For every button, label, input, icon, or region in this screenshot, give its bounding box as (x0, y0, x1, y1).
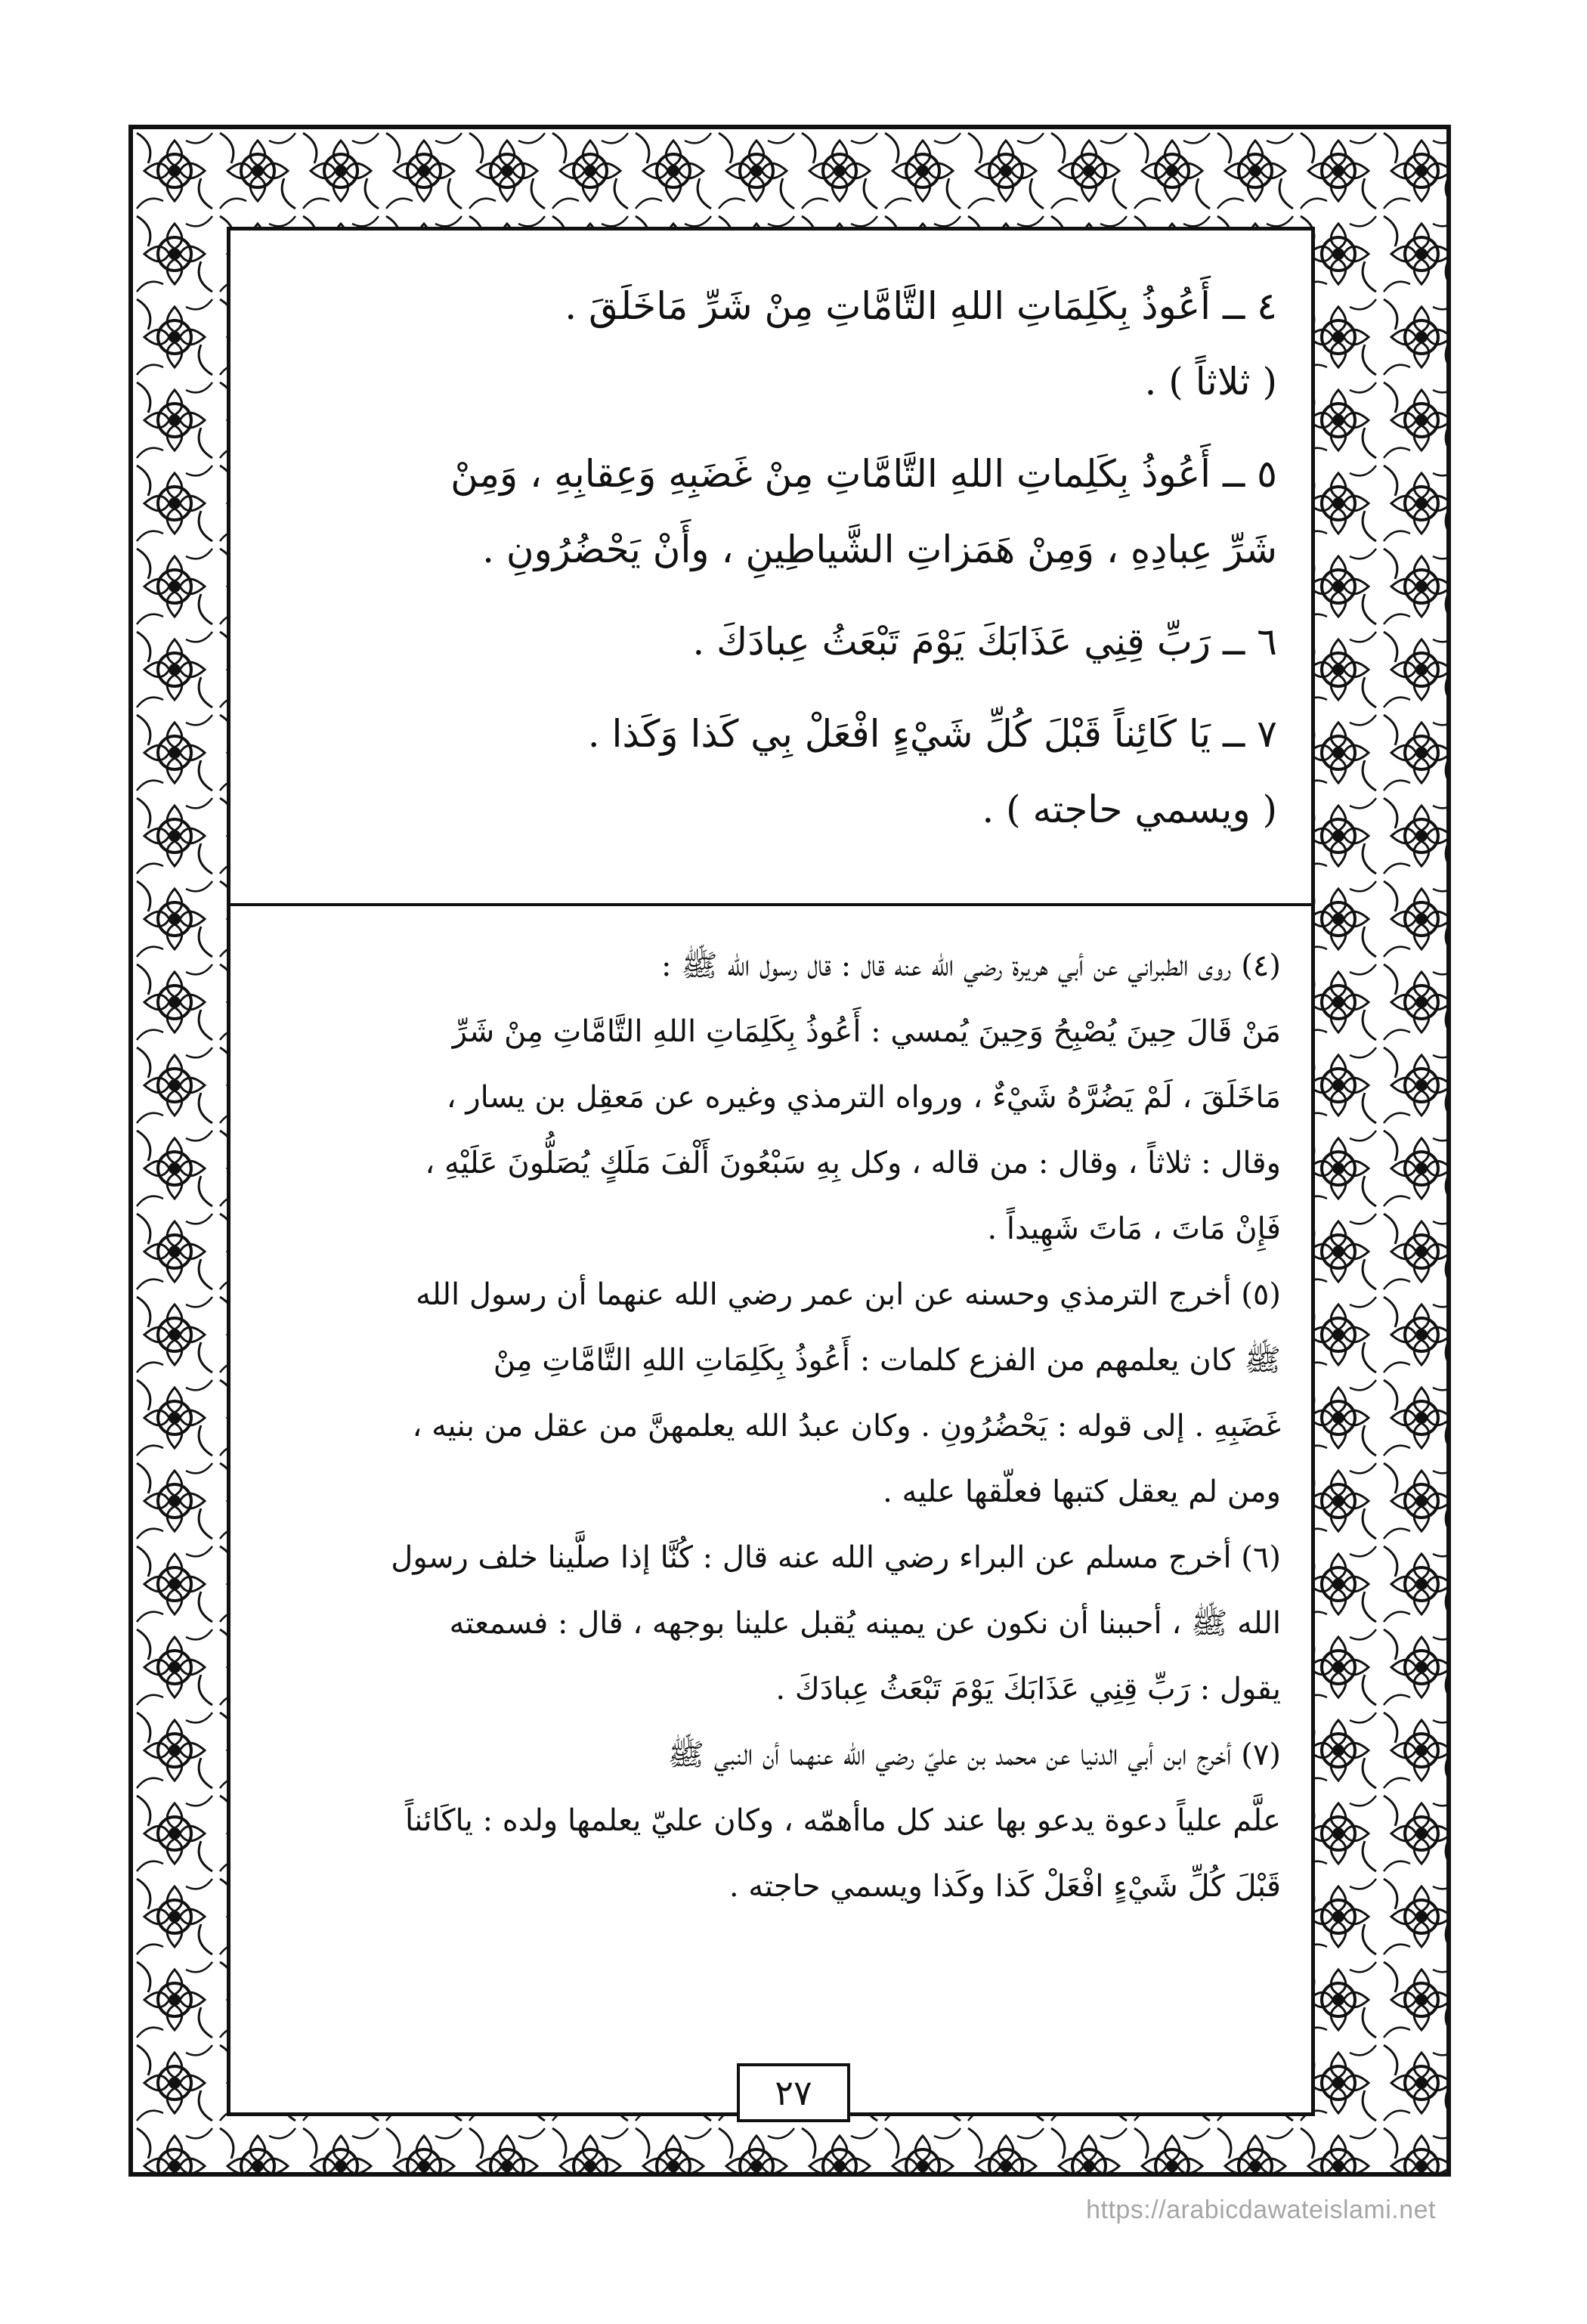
footnote-line: وقال : ثلاثاً ، وقال : من قاله ، وكل بِهِ سَبْعُونَ أَلْفَ مَلَكٍ يُصَلُّونَ عَلَيْهِ ، (425, 1146, 1281, 1181)
footnote-line: يقول : رَبِّ قِنِي عَذَابَكَ يَوْمَ تَبْعَثُ عِبادَكَ . (775, 1672, 1281, 1707)
dua-line: ٥ ــ أَعُوذُ بِكَلِماتِ اللهِ التَّامَّاتِ مِنْ غَضَبِهِ وَعِقابِهِ ، وَمِنْ (450, 452, 1277, 496)
duas-section (230, 231, 1311, 903)
footnote-line: ومن لم يعقل كتبها فعلّقها عليه . (883, 1475, 1281, 1509)
section-divider (230, 903, 1311, 906)
footnote-line: (٧) أخرج ابن أبي الدنيا عن محمد بن عليّ رضي الله عنهما أن النبي ﷺ (667, 1738, 1281, 1772)
footnote-line: علَّم علياً دعوة يدعو بها عند كل ماأهمّه ، وكان عليّ يعلمها ولده : ياكَائناً (404, 1803, 1281, 1838)
footnote-line: (٦) أخرج مسلم عن البراء رضي الله عنه قال : كُنَّا إذا صلَّينا خلف رسول (391, 1540, 1281, 1575)
footnote-6 (261, 1525, 1281, 1722)
watermark-url: https://arabicdawateislami.net (1086, 2196, 1436, 2224)
dua-6 (264, 604, 1277, 679)
text-panel (227, 227, 1315, 2116)
footnotes-section (230, 911, 1311, 2112)
footnote-line: مَاخَلَقَ ، لَمْ يَضُرَّهُ شَيْءٌ ، ورواه الترمذي وغيره عن مَعقِل بن يسار ، (446, 1080, 1281, 1115)
dua-line: ( ويسمي حاجته ) . (982, 788, 1277, 831)
dua-5 (264, 436, 1277, 587)
footnote-line: فَإِنْ مَاتَ ، مَاتَ شَهِيداً . (987, 1212, 1281, 1246)
footnote-4 (261, 933, 1281, 1262)
dua-line: ٦ ــ رَبِّ قِنِي عَذَابَكَ يَوْمَ تَبْعَثُ عِبادَكَ . (692, 620, 1277, 664)
dua-7 (264, 696, 1277, 847)
dua-line: ٧ ــ يَا كَائِناً قَبْلَ كُلِّ شَيْءٍ افْعَلْ بِي كَذا وَكَذا . (587, 712, 1277, 756)
dua-line: ٤ ــ أَعُوذُ بِكَلِمَاتِ اللهِ التَّامَّاتِ مِنْ شَرِّ مَاخَلَقَ . (565, 284, 1277, 328)
dua-line: شَرِّ عِبادِهِ ، وَمِنْ هَمَزاتِ الشَّياطِينِ ، وأَنْ يَحْضُرُونِ . (482, 528, 1277, 571)
footnote-line: (٤) روى الطبراني عن أبي هريرة رضي الله عنه قال : قال رسول الله ﷺ : (661, 948, 1281, 983)
footnote-line: مَنْ قَالَ حِينَ يُصْبِحُ وَحِينَ يُمسي : أَعُوذُ بِكَلِمَاتِ اللهِ التَّامَّاتِ مِنْ شَرِّ (452, 1014, 1281, 1049)
footnote-line: غَضَبِهِ . إلى قوله : يَحْضُرُونِ . وكان عبدُ الله يعلمهنَّ من عقل من بنيه ، (412, 1409, 1281, 1444)
footnote-line: (٥) أخرج الترمذي وحسنه عن ابن عمر رضي الله عنهما أن رسول الله (416, 1277, 1281, 1312)
dua-line: ( ثلاثاً ) . (1144, 360, 1277, 404)
footnote-5 (261, 1262, 1281, 1525)
footnote-line: قَبْلَ كُلِّ شَيْءٍ افْعَلْ كَذا وكَذا ويسمي حاجته . (729, 1869, 1281, 1904)
footnote-7 (261, 1722, 1281, 1920)
footnote-line: الله ﷺ ، أحببنا أن نكون عن يمينه يُقبل علينا بوجهه ، قال : فسمعته (449, 1606, 1281, 1641)
page-number: ٢٧ (737, 2063, 850, 2122)
footnote-line: ﷺ كان يعلمهم من الفزع كلمات : أَعُوذُ بِكَلِمَاتِ اللهِ التَّامَّاتِ مِنْ (493, 1343, 1281, 1378)
dua-4 (264, 268, 1277, 419)
